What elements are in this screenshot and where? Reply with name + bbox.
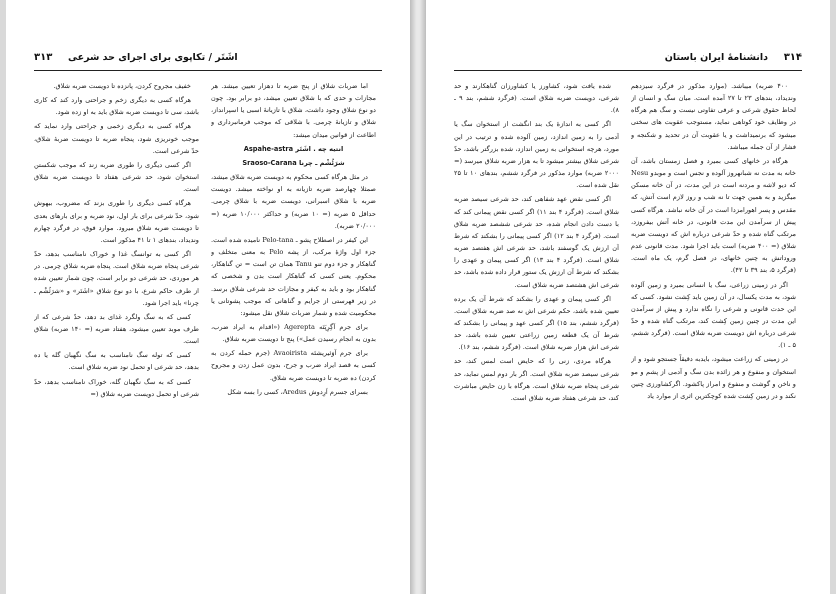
paragraph: اگر کسی پیمان و عهدی را بشکند که شرط آن یک برده تعیین شده باشد، حکم شرعی اش نه صد ضربه شلاق است. (فرگرد ششم، بند ۱۵) اگر کسی عهد و پیمانی را بشکند که شرط آن یک قطعه زمین زراعتی تعیین شده باشد، حد شرعی اش هزار ضربه شلاق است. (فرگرد ششم، بند ۱۶). xyxy=(454,294,619,352)
paragraph: کسی که به سگ ولگرد غذای بد دهد، حدّ شرعی که از طرف موبد تعیین میشود، هفتاد ضربه (= ۱۴۰ ضربه) شلاق است. xyxy=(34,312,199,346)
right-column-first xyxy=(631,80,796,540)
left-running-title: اشَتَر / تکاپوی برای اجرای حد شرعی xyxy=(68,52,238,63)
paragraph: بسرای جسرم اَرِدوش Aredus، کسی را بسه شکل xyxy=(227,387,368,396)
paragraph: برای جرم آگِرِپَتَه Agerepta («اقدام به ایراد ضرب، بدون به انجام رسیدن عمل») پنج تا دویست ضربه شلاق. xyxy=(211,322,376,344)
left-page-header xyxy=(34,52,382,68)
paragraph: هرگاه مردی، زنی را که حایض است لمس کند، حد شرعی سیصد ضربه شلاق است. اگر بار دوم لمس نماید، حد شرعی پنجاه ضربه شلاق است. هرگاه با زن حایض مباشرت کند، حد شرعی هفتاد ضربه شلاق است. xyxy=(454,357,619,402)
right-page-header xyxy=(454,52,802,68)
paragraph: کسی که توله سگ نامناسب به سگ نگهبان گله یا ده بدهد، حد شرعی او تحمل نود ضربه شلاق است. xyxy=(34,351,199,372)
paragraph: اگر کسی نقض عهد شفاهی کند، حد شرعی سیصد ضربه شلاق است. (فرگرد ۴ بند ۱۱) اگر کسی نقض پیمانی کند که با دست دادن انجام شده، حد شرعی ششصد ضربه شلاق است. (فرگرد ۴ بند ۱۲) اگر کسی پیمانی را بشکند که شرط آن ارزش یک گوسفند باشد، حد شرعی اش هفتصد ضربه شلاق است. (فرگرد ۴ بند ۱۳) اگر کسی پیمان و عهدی را بشکند که شرط آن ارزش یک ستور قرار داده شده باشد، حد شرعی اش هشتصد ضربه شلاق است. xyxy=(454,195,619,289)
paragraph: اما ضربات شلاق از پنج ضربه تا دهزار تعیین میشد. هر مجازات و حدی که با شلاق تعیین میشد، دو برابر بود. چون دو نوع شلاق وجود داشت، شلاق با تازیانهٔ اسبی یا اسپرانداز، شلاق و تازیانهٔ چرمی. با شلاقی که موجب فرمانبرداری و اطاعت از قوانین میدان میشد: xyxy=(211,82,376,139)
paragraph: شده یافت شود، کشاورز یا کشاورزان گناهکارند و حد شرعی، دویست ضربه شلاق است. (فرگرد ششم، بند ۹ ـ ۸). xyxy=(454,82,619,115)
right-page-number: ۳۱۴ xyxy=(783,52,802,63)
paragraph: کسی که به سگ نگهبان گله، خوراک نامناسب بدهد، حدّ شرعی او تحمل دویست ضربه شلاق (= xyxy=(34,377,199,398)
left-page xyxy=(6,0,410,594)
book-gutter xyxy=(410,0,426,594)
paragraph: ۴۰۰ ضربه) میباشد. (موارد مذکور در فرگرد سیزدهم وندیداد، بندهای ۲۳ تا ۲۷ آمده است. میان سگ و انسان از لحاظ حقوق شرعی و عرفی تفاوتی نیست و سگ هم هرگاه در وظایف خود کوتاهی نماید، مستوجب عقوبت های سختی میشود که برنمیداشت و یا عقوبت آن در تحدید و شکنجه و فشار از آن جمله میباشد. xyxy=(631,82,796,151)
right-page xyxy=(426,0,830,594)
paragraph: خفیف مجروح کردن، پانزده تا دویست ضربه شلاق. xyxy=(53,82,191,90)
term-heading: شرَئُشْم ـ چرنا Sraoso-Carana xyxy=(242,158,345,167)
paragraph: اگر کسی به اندازهٔ یک بند انگشت از استخوان سگ یا آدمی را به زمین اندازد، زمین آلوده شده و ترتیب در این مورد، هرچه استخوانی به زمین اندازد، شده بزرگتر باشد، حدّ شرعی شلاق بیشتر میشود تا به هزار ضربه شلاق میرسد (= ۲۰۰۰ ضربه) موارد مذکور در فرگرد ششم، بندهای ۱۰ تا ۲۵ نقل شده است. xyxy=(454,120,619,190)
paragraph: هرگاه کسی به دیگری زخمی و جراحتی وارد نماید که موجب خونریزی شود، پنجاه ضربه تا دویست ضربهٔ شلاق، حدّ شرعی است. xyxy=(34,122,199,155)
left-column-first xyxy=(211,80,376,540)
left-column-second xyxy=(34,80,199,540)
right-header-rule xyxy=(454,70,802,71)
term-heading: انتیه چه . اشَتَر Aspahe-astra xyxy=(243,144,344,153)
paragraph: هرگاه در خانهای کسی بمیرد و فصل زمستان باشد، آن خانه به مدت نه شبانهروز آلوده و نجس است و موبدو Nesu که دیو لاشه و مردنه است در این مدت، در آن خانه مسکن میگزید و به همین جهت تا نه شب و روز لازم است آتش، که مقدس و پسر اهورامزدا است در آن خانه نباشد. هرگاه کسی پیش از سرآمدن این مدت قانونی، در خانه آتش بیفروزد، مرتکب گناه شده و حدّ شرعی درباره اش که دویست ضربه شلاق (= ۴۰۰ ضربه) است باید اجرا شود. مدت قانونی عدم وروداتش به چنین خانهای، در فصل گرم، یک ماه است. (فرگرد ۵، بند ۳۹ تا ۴۲). xyxy=(631,156,796,275)
left-header-rule xyxy=(34,70,382,71)
paragraph: این کیفر در اصطلاح پشو ـ Pelo-tana نامیده شده است. جزء اول واژهٔ مرکب، از پشه Pelo به معنی متخلف و گناهکار و جزء دوم تنو Tanu همان تن است = تن گناهکار، محکوم. یعنی کسی که گناهکار است بدن و شخصی که گناهکار بود و باید به کیفر و مجازات حد شرعی شلاق برسد. در زیر فهرستی از جرایم و گناهانی که موجب پشوتانی یا محکومیت شده و شمار ضربات شلاق نقل میشود: xyxy=(211,235,376,317)
left-page-number: ۳۱۳ xyxy=(34,52,53,63)
paragraph: اگر کسی دیگری را طوری ضربه زند که موجب شکستن استخوان شود، حد شرعی هفتاد تا دویست ضربه شلاق است. xyxy=(34,160,199,194)
right-running-title: دانشنامهٔ ایران باستان xyxy=(664,52,768,63)
right-column-second xyxy=(454,80,619,540)
paragraph: در زمینی که زراعت میشود، بایدبه دقیقاً جستجو شود و از استخوان و منفوع و هر زائده بدن سگ و آدمی از پشم و مو و ناخن و گوشت و منفوع و امراز پاکشود. اگرکشاورزی چنین نکند و در زمین کِشت شده کوچکترین اثری از موارد یاد xyxy=(631,355,796,400)
paragraph: هرگاه کسی به دیگری زخم و جراحتی وارد کند که کاری باشد، سی تا دویست ضربه شلاق باید به او زده شود. xyxy=(34,96,199,117)
paragraph: اگر در زمینی زراعی، سگ یا انسانی بمیرد و زمین آلوده شود، به مدت یکسال، در آن زمین باید کِشت نشود. کسی که این حدت قانونی و شرعی را نگاه ندارد و پیش از سرآمدن این مدت در چنین زمین کِشت کند، مرتکب گناه شده و حدّ شرعی درباره اش دویست ضربه شلاق است. (فرگرد ششم، ۵ ـ ۱). xyxy=(631,280,796,350)
paragraph: هرگاه کسی دیگری را طوری بزند که مضروب، بیهوش شود، حدّ شرعی برای بار اول، نود ضربه و برای بارهای بعدی تا دویست ضربه شلاق میرود. موارد فوق، در فرگرد چهارم وندیداد، بندهای ۱ تا ۴۱ مذکور است. xyxy=(34,199,199,244)
paragraph: در مثل هرگاه کسی محکوم به دویست ضربه شلاق میشد، صمثلا چهارصد ضربه تازیانه به او نواخته میشد. دویست ضربه با شلاق اسبرانی، دویست ضربه با شلاق چرمی. حداقل ۵ ضربه (= ۱۰ ضربه) و حداکثر ۱۰/۰۰۰ ضربه (= ۲۰/۰۰۰ ضربه). xyxy=(211,173,376,230)
paragraph: اگر کسی به توانسگ غذا و خوراک نامناسب بدهد، حدّ شرعی پنجاه ضربه شلاق است. پنجاه ضربه شلاق چرمی. در هر موردی، حد شرعی دو برابر است، چون شمار تعیین شده از طرف حاکم شرع، با دو نوع شلاق «اشَتَر» و «شرَئُشْم ـ چرنا» باید اجرا شود. xyxy=(34,250,199,307)
paragraph: برای جرم آوَئیریشتَه Avaoirista (جرم حمله کردن به کسی به قصد ایراد ضرب و جرح، بدون عمل زدن و مجروح کردن) ده ضربه تا دویست ضربه شلاق. xyxy=(211,349,376,382)
